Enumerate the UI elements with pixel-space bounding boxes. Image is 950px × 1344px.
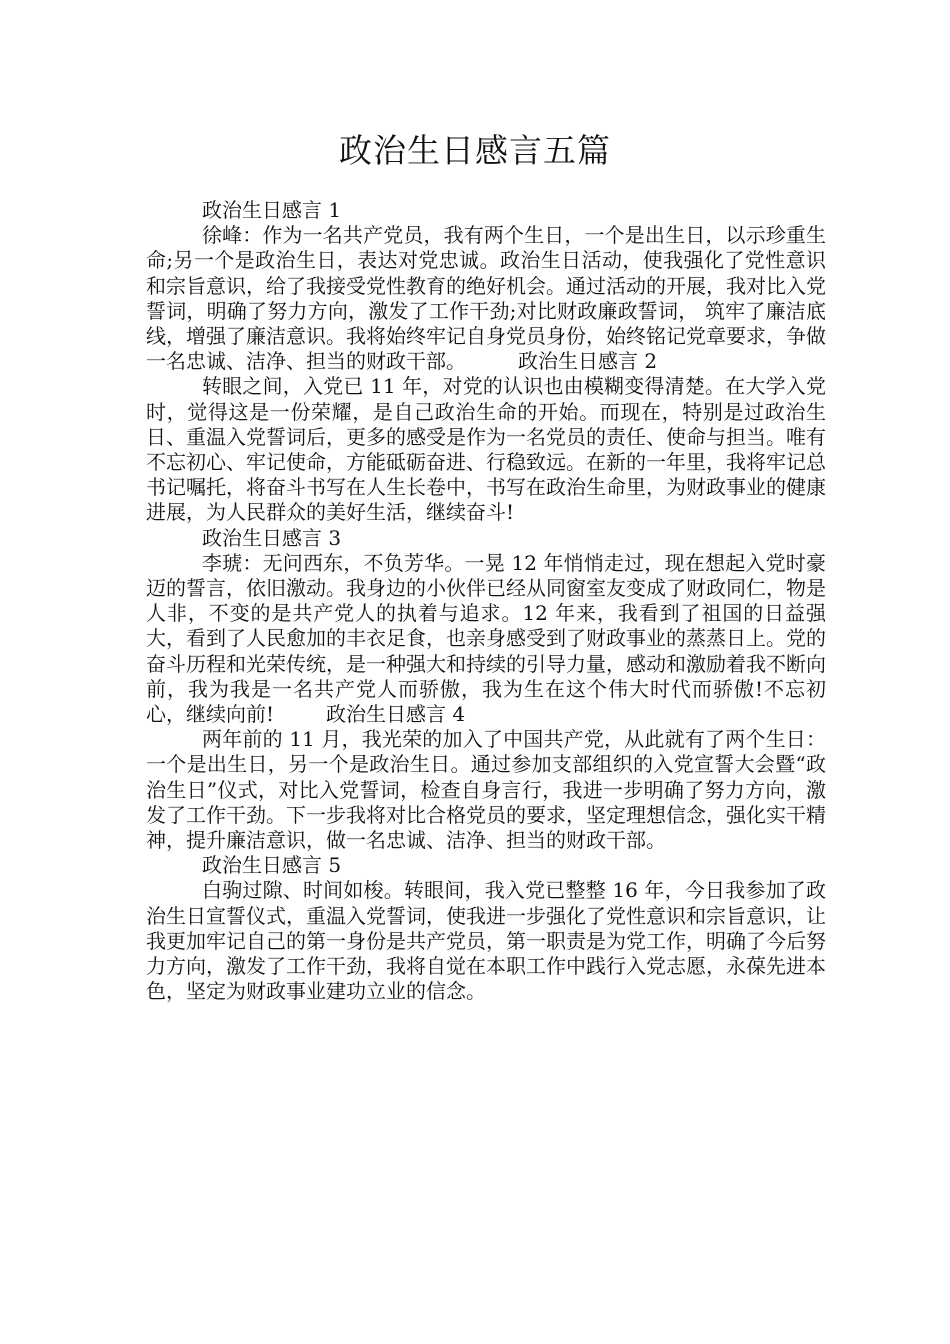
section-heading-1: 政治生日感言 1 (202, 198, 342, 222)
section-paragraph-5: 白驹过隙、时间如梭。转眼间，我入党已整整 16 年，今日我参加了政治生日宣誓仪式，重温入党誓词，使我进一步强化了党性意识和宗旨意识，让我更加牢记自己的第一身份是共产党员，第一职责是为党工作，明确了今后努力方向，激发了工作干劲，我将自觉在本职工作中践行入党志愿，永葆先进本色，坚定为财政事业建功立业的信念。 (146, 878, 826, 1004)
section-heading-3: 政治生日感言 3 (202, 525, 342, 550)
document-title: 政治生日感言五篇 (339, 131, 611, 170)
section-heading-2: 政治生日感言 2 (518, 349, 658, 374)
section-heading-5: 政治生日感言 5 (202, 853, 342, 878)
section-heading-4: 政治生日感言 4 (326, 702, 466, 727)
document-body (146, 198, 826, 1005)
section-paragraph-2: 转眼之间，入党已 11 年，对党的认识也由模糊变得清楚。在大学入党时，觉得这是一份荣耀，是自己政治生命的开始。而现在，特别是过政治生日、重温入党誓词后，更多的感受是作为一名党员的责任、使命与担当。唯有不忘初心、牢记使命，方能砥砺奋进、行稳致远。在新的一年里，我将牢记总书记嘱托，将奋斗书写在人生长卷中，书写在政治生命里，为财政事业的健康进展，为人民群众的美好生活，继续奋斗! (146, 374, 826, 525)
section-text-1: 徐峰：作为一名共产党员，我有两个生日，一个是出生日，以示珍重生命;另一个是政治生日，表达对党忠诚。政治生日活动，使我强化了党性意识和宗旨意识，给了我接受党性教育的绝好机会。通过活动的开展，我对比入党誓词，明确了努力方向，激发了工作干劲;对比财政廉政誓词， 筑牢了廉洁底线，增强了廉洁意识。我将始终牢记自身党员身份，始终铭记党章要求，争做一名忠诚、洁净、担当的财政干部。 (146, 223, 826, 374)
section-paragraph-4: 两年前的 11 月，我光荣的加入了中国共产党，从此就有了两个生日：一个是出生日，另一个是政治生日。通过参加支部组织的入党宣誓大会暨“政治生日”仪式，对比入党誓词，检查自身言行，我进一步明确了努力方向，激发了工作干劲。下一步我将对比合格党员的要求，坚定理想信念，强化实干精神，提升廉洁意识，做一名忠诚、洁净、担当的财政干部。 (146, 727, 826, 853)
section-paragraph-1 (146, 223, 826, 374)
section-text-3: 李琥：无问西东，不负芳华。一晃 12 年悄悄走过，现在想起入党时豪迈的誓言，依旧激动。我身边的小伙伴已经从同窗室友变成了财政同仁，物是人非，不变的是共产党人的执着与追求。12 年来，我看到了祖国的日益强大，看到了人民愈加的丰衣足食，也亲身感受到了财政事业的蒸蒸日上。党的奋斗历程和光荣传统，是一种强大和持续的引导力量，感动和激励着我不断向前，我为我是一名共产党人而骄傲，我为生在这个伟大时代而骄傲!不忘初心，继续向前! (146, 550, 826, 727)
section-paragraph-3 (146, 551, 826, 727)
